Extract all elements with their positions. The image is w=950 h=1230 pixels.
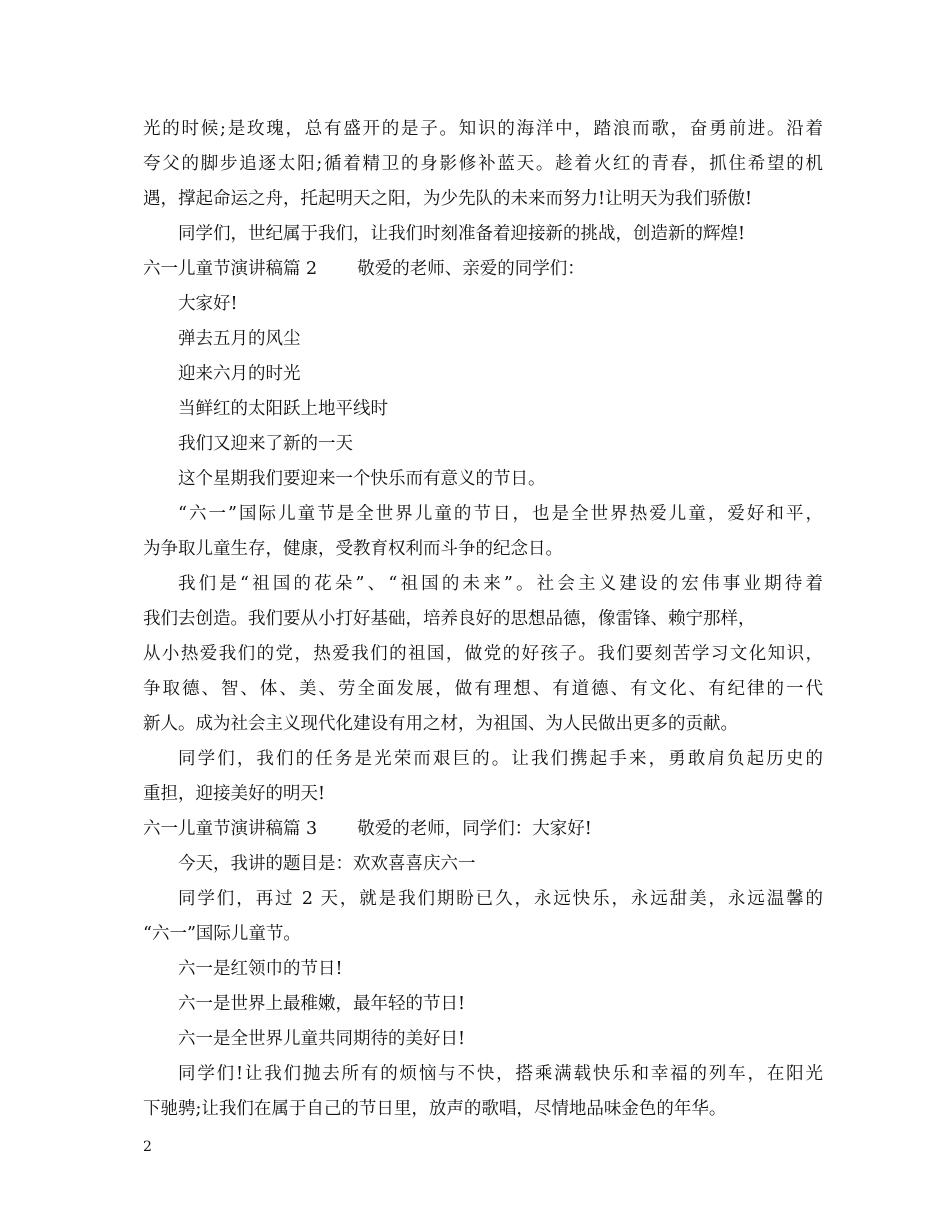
salutation-text: 敬爱的老师、亲爱的同学们： bbox=[357, 259, 585, 279]
text-line: 同学们，我们的任务是光荣而艰巨的。让我们携起手来，勇敢肩负起历史的 bbox=[178, 749, 823, 769]
text-line: “六一”国际儿童节。 bbox=[143, 924, 301, 944]
text-line: 同学们!让我们抛去所有的烦恼与不快，搭乘满载快乐和幸福的列车，在阳光 bbox=[178, 1064, 823, 1084]
text-line: 夸父的脚步追逐太阳;循着精卫的身影修补蓝天。趁着火红的青春，抓住希望的机 bbox=[143, 154, 823, 174]
text-line: 我们又迎来了新的一天 bbox=[178, 434, 353, 454]
text-line: 弹去五月的风尘 bbox=[178, 329, 301, 349]
text-line: 同学们，世纪属于我们，让我们时刻准备着迎接新的挑战，创造新的辉煌! bbox=[178, 224, 746, 244]
section-title: 六一儿童节演讲稿篇 2 bbox=[143, 259, 318, 279]
page-number: 2 bbox=[143, 1139, 152, 1155]
document-body bbox=[143, 112, 823, 1127]
text-line: 六一是世界上最稚嫩，最年轻的节日! bbox=[178, 994, 466, 1014]
text-line: 今天，我讲的题目是：欢欢喜喜庆六一 bbox=[178, 854, 476, 874]
text-line: 大家好! bbox=[178, 294, 238, 314]
text-line: 六一是全世界儿童共同期待的美好日! bbox=[178, 1029, 466, 1049]
text-line: 重担，迎接美好的明天! bbox=[143, 784, 326, 804]
text-line: 迎来六月的时光 bbox=[178, 364, 301, 384]
text-line: 我们是“祖国的花朵”、“祖国的未来”。社会主义建设的宏伟事业期待着 bbox=[178, 574, 823, 594]
section-heading-line bbox=[143, 252, 823, 287]
text-line: 为争取儿童生存，健康，受教育权利而斗争的纪念日。 bbox=[143, 539, 563, 559]
text-line: 同学们，再过 2 天，就是我们期盼已久，永远快乐，永远甜美，永远温馨的 bbox=[178, 889, 823, 909]
section-heading-line bbox=[143, 812, 823, 847]
text-line: 六一是红领巾的节日! bbox=[178, 959, 343, 979]
text-line: 从小热爱我们的党，热爱我们的祖国，做党的好孩子。我们要刻苦学习文化知识， bbox=[143, 644, 823, 664]
text-line: 光的时候;是玫瑰，总有盛开的是子。知识的海洋中，踏浪而歌，奋勇前进。沿着 bbox=[143, 119, 823, 139]
text-line: 新人。成为社会主义现代化建设有用之材，为祖国、为人民做出更多的贡献。 bbox=[143, 714, 738, 734]
text-line: 我们去创造。我们要从小打好基础，培养良好的思想品德，像雷锋、赖宁那样， bbox=[143, 609, 756, 629]
text-line: “六一”国际儿童节是全世界儿童的节日，也是全世界热爱儿童，爱好和平， bbox=[178, 504, 823, 524]
text-line: 争取德、智、体、美、劳全面发展，做有理想、有道德、有文化、有纪律的一代 bbox=[143, 679, 823, 699]
text-line: 遇，撑起命运之舟，托起明天之阳，为少先队的未来而努力!让明天为我们骄傲! bbox=[143, 189, 753, 209]
section-title: 六一儿童节演讲稿篇 3 bbox=[143, 819, 318, 839]
text-line: 当鲜红的太阳跃上地平线时 bbox=[178, 399, 388, 419]
text-line: 下驰骋;让我们在属于自己的节日里，放声的歌唱，尽情地品味金色的年华。 bbox=[143, 1099, 727, 1119]
salutation-text: 敬爱的老师，同学们：大家好! bbox=[357, 819, 592, 839]
text-line: 这个星期我们要迎来一个快乐而有意义的节日。 bbox=[178, 469, 546, 489]
